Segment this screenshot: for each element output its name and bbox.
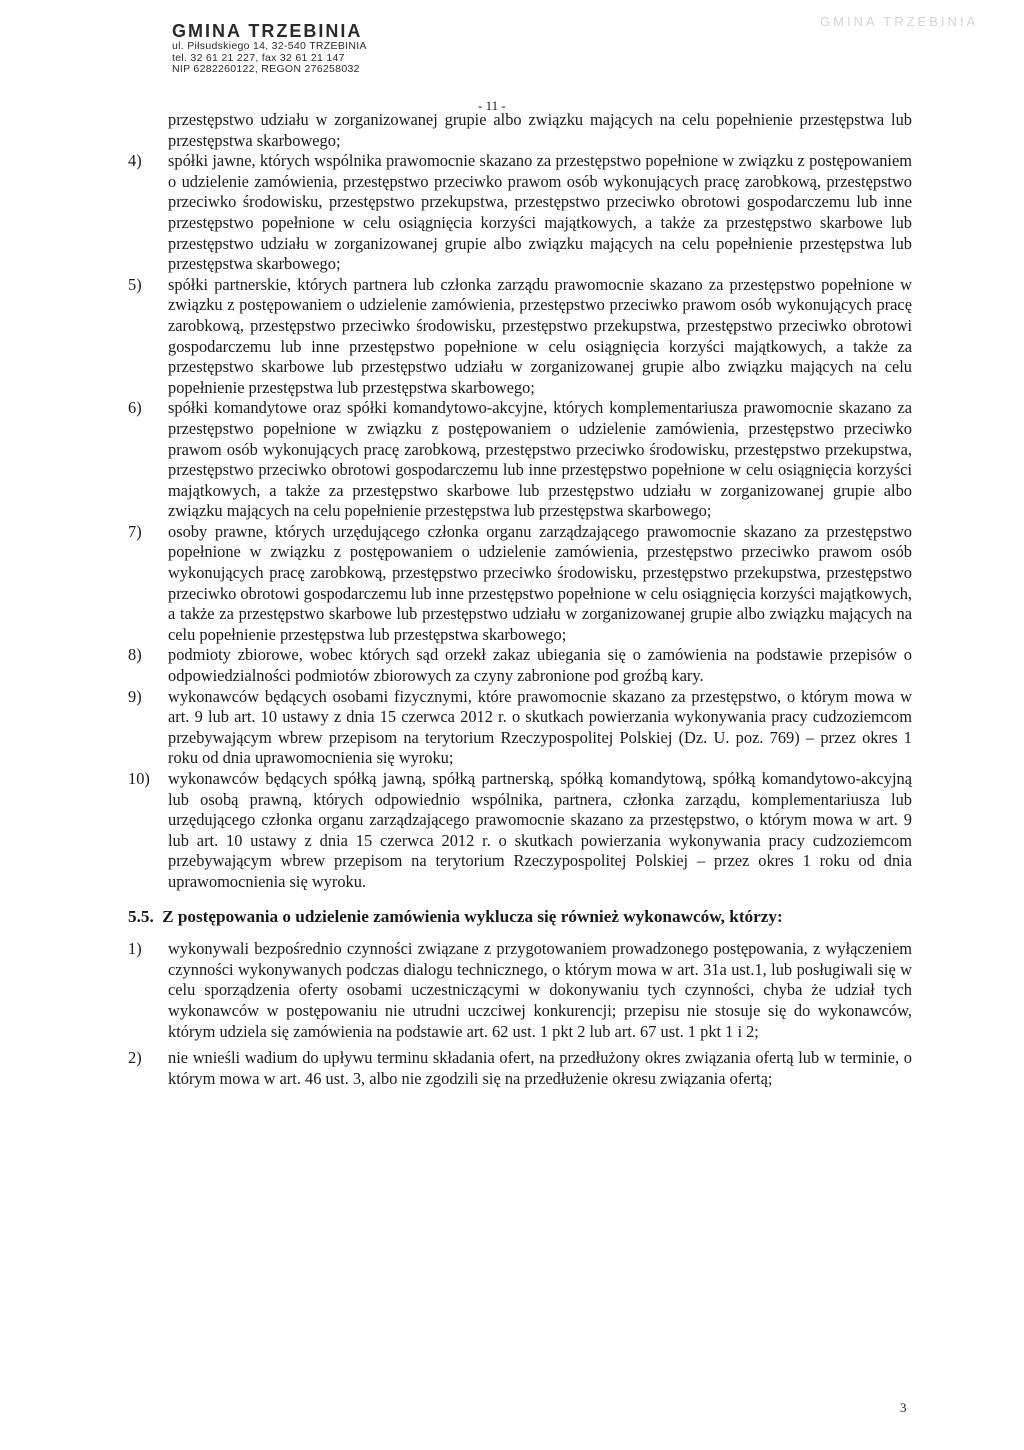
list-item-number: 2) [128, 1048, 142, 1068]
list-item [128, 275, 912, 399]
stamp-address: ul. Piłsudskiego 14, 32-540 TRZEBINIA [172, 40, 367, 52]
section-number: 5.5. [128, 906, 154, 926]
list-item-number: 5) [128, 274, 142, 294]
list-item-number: 1) [128, 939, 142, 959]
list-item-number: 4) [128, 151, 142, 171]
list-item-number: 7) [128, 521, 142, 541]
municipality-stamp [172, 22, 367, 75]
list-item [128, 522, 912, 646]
document-body [128, 110, 912, 1095]
list-item-text: spółki partnerskie, których partnera lub członka zarządu prawomocnie skazano za przestępstwo popełnione w związku z postępowaniem o udzielenie zamówienia, przestępstwo przeciwko prawom osób wykonujących pracę zarobkową, przestępstwo przeciwko środowisku, przestępstwo przekupstwa, przestępstwo przeciwko obrotowi gospodarczemu lub inne przestępstwo popełnione w celu osiągnięcia korzyści majątkowych, a także za przestępstwo skarbowe lub przestępstwo udziału w zorganizowanej grupie albo związku mających na celu popełnienie przestępstwa lub przestępstwa skarbowego; [168, 274, 912, 397]
list-item-number: 8) [128, 645, 142, 665]
list-item [128, 398, 912, 522]
list-item-number: 9) [128, 686, 142, 706]
page-marker: - 11 - [478, 98, 506, 113]
list-item [128, 1048, 912, 1089]
list-item-text: podmioty zbiorowe, wobec których sąd orzekł zakaz ubiegania się o zamówienia na podstawie przepisów o odpowiedzialności podmiotów zbiorowych za czyny zabronione pod groźbą kary. [168, 645, 912, 686]
list-item-number: 6) [128, 398, 142, 418]
continuation-paragraph: przestępstwo udziału w zorganizowanej grupie albo związku mających na celu popełnienie przestępstwa lub przestępstwa skarbowego; [168, 110, 912, 150]
list-item-text: wykonywali bezpośrednio czynności związane z przygotowaniem prowadzonego postępowania, z wyłączeniem czynności wykonywanych podczas dialogu technicznego, o którym mowa w art. 31a ust.1, lub posługiwali się w celu sporządzenia oferty osobami uczestniczącymi w dokonywaniu tych czynności, chyba że udział tych wykonawców w postępowaniu nie utrudni uczciwej konkurencji; przepisu nie stosuje się do wykonawców, którym udziela się zamówienia na podstawie art. 62 ust. 1 pkt 2 lub art. 67 ust. 1 pkt 1 i 2; [168, 939, 912, 1041]
section-title: Z postępowania o udzielenie zamówienia wyklucza się również wykonawców, którzy: [162, 906, 783, 926]
exclusion-list [128, 151, 912, 892]
list-item [128, 687, 912, 769]
list-item-text: spółki komandytowe oraz spółki komandytowo-akcyjne, których komplementariusza prawomocnie skazano za przestępstwo popełnione w związku z postępowaniem o udzielenie zamówienia, przestępstwo przeciwko prawom osób wykonujących pracę zarobkową, przestępstwo przeciwko środowisku, przestępstwo przekupstwa, przestępstwo przeciwko obrotowi gospodarczemu lub inne przestępstwo popełnione w celu osiągnięcia korzyści majątkowych, a także za przestępstwo skarbowe lub przestępstwo udziału w zorganizowanej grupie albo związku mających na celu popełnienie przestępstwa lub przestępstwa skarbowego; [168, 398, 912, 521]
list-item-text: wykonawców będących spółką jawną, spółką partnerską, spółką komandytową, spółką komandytowo-akcyjną lub osobą prawną, których odpowiednio wspólnika, partnera, członka zarządu, komplementariusza lub urzędującego członka organu zarządzającego prawomocnie skazano za przestępstwo, o którym mowa w art. 9 lub art. 10 ustawy z dnia 15 czerwca 2012 r. o skutkach powierzania wykonywania pracy cudzoziemcom przebywającym wbrew przepisom na terytorium Rzeczypospolitej Polskiej – przez okres 1 roku od dnia uprawomocnienia się wyroku. [168, 769, 912, 891]
section-list [128, 939, 912, 1089]
list-item-text: spółki jawne, których wspólnika prawomocnie skazano za przestępstwo popełnione w związku z postępowaniem o udzielenie zamówienia, przestępstwo przeciwko prawom osób wykonujących pracę zarobkową, przestępstwo przeciwko środowisku, przestępstwo przekupstwa, przestępstwo przeciwko obrotowi gospodarczemu lub inne przestępstwo popełnione w celu osiągnięcia korzyści majątkowych, a także za przestępstwo skarbowe lub przestępstwo udziału w zorganizowanej grupie albo związku mających na celu popełnienie przestępstwa lub przestępstwa skarbowego; [168, 151, 912, 274]
list-item-text: wykonawców będących osobami fizycznymi, które prawomocnie skazano za przestępstwo, o którym mowa w art. 9 lub art. 10 ustawy z dnia 15 czerwca 2012 r. o skutkach powierzania wykonywania pracy cudzoziemcom przebywającym wbrew przepisom na terytorium Rzeczypospolitej Polskiej (Dz. U. poz. 769) – przez okres 1 roku od dnia uprawomocnienia się wyroku; [168, 686, 912, 768]
faint-stamp: GMINA TRZEBINIA [820, 14, 979, 29]
section-heading [128, 907, 912, 928]
list-item [128, 151, 912, 275]
stamp-ids: NIP 6282260122, REGON 276258032 [172, 63, 360, 75]
stamp-phone: tel. 32 61 21 227, fax 32 61 21 147 [172, 51, 345, 64]
list-item [128, 939, 912, 1042]
list-item [128, 645, 912, 686]
page-number: 3 [900, 1400, 907, 1415]
list-item [128, 769, 912, 893]
stamp-title: GMINA TRZEBINIA [172, 21, 363, 41]
list-item-text: nie wnieśli wadium do upływu terminu składania ofert, na przedłużony okres związania ofertą lub w terminie, o którym mowa w art. 46 ust. 3, albo nie zgodzili się na przedłużenie okresu związania ofertą; [168, 1048, 912, 1088]
list-item-number: 10) [128, 769, 150, 788]
list-item-text: osoby prawne, których urzędującego członka organu zarządzającego prawomocnie skazano za przestępstwo popełnione w związku z postępowaniem o udzielenie zamówienia, przestępstwo przeciwko prawom osób wykonujących pracę zarobkową, przestępstwo przeciwko środowisku, przestępstwo przekupstwa, przestępstwo przeciwko obrotowi gospodarczemu lub inne przestępstwo popełnione w celu osiągnięcia korzyści majątkowych, a także za przestępstwo skarbowe lub przestępstwo udziału w zorganizowanej grupie albo związku mających na celu popełnienie przestępstwa lub przestępstwa skarbowego; [168, 521, 912, 644]
